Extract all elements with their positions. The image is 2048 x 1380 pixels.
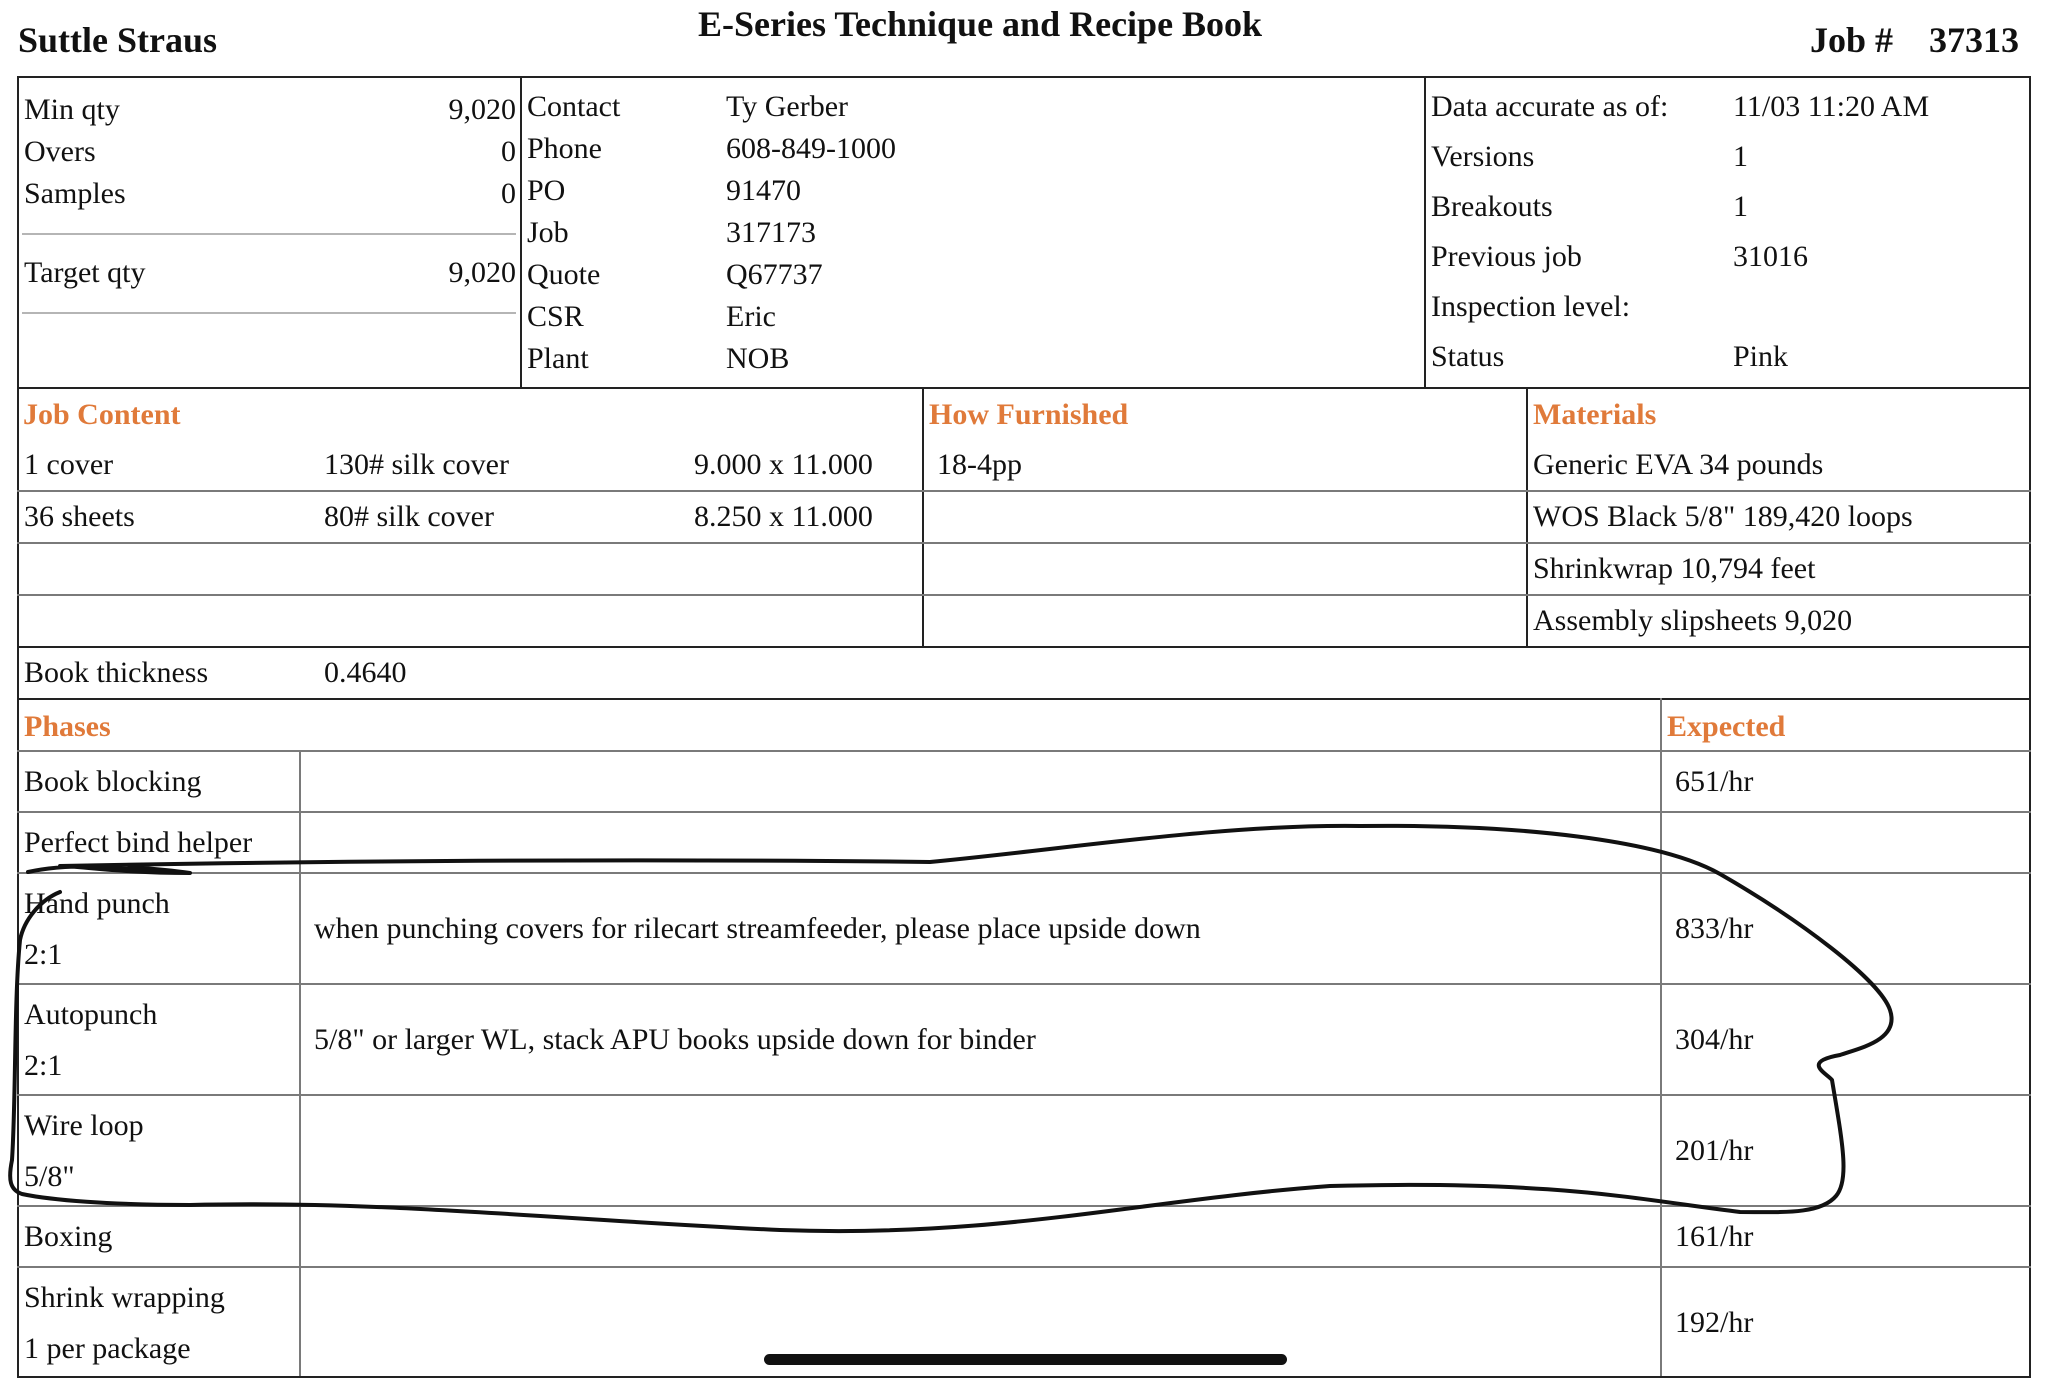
- target-qty-label: Target qty: [24, 256, 146, 289]
- overs-value: 0: [501, 135, 516, 168]
- job-content-size: 9.000 x 11.000: [694, 448, 873, 481]
- overs-label: Overs: [24, 135, 96, 168]
- target-qty-value: 9,020: [448, 256, 516, 289]
- phases-heading: Phases: [24, 710, 111, 743]
- materials-heading: Materials: [1533, 398, 1657, 431]
- page-title: E-Series Technique and Recipe Book: [698, 4, 1263, 44]
- job-content-qty: 36 sheets: [24, 500, 135, 533]
- quote-value: Q67737: [726, 258, 823, 291]
- po-value: 91470: [726, 174, 801, 207]
- quote-label: Quote: [527, 258, 601, 291]
- phase-sub: 2:1: [24, 938, 63, 971]
- status-label: Status: [1431, 340, 1505, 373]
- phone-label: Phone: [527, 132, 602, 165]
- phase-name: Autopunch: [24, 998, 158, 1031]
- previous-job-value: 31016: [1733, 240, 1808, 273]
- job-content-qty: 1 cover: [24, 448, 114, 481]
- job-content-heading: Job Content: [23, 398, 181, 431]
- phase-note: 5/8" or larger WL, stack APU books upside down for binder: [314, 1023, 1036, 1056]
- phase-name: Book blocking: [24, 765, 202, 798]
- data-accurate-value: 11/03 11:20 AM: [1733, 90, 1930, 123]
- csr-value: Eric: [726, 300, 776, 333]
- previous-job-label: Previous job: [1431, 240, 1582, 273]
- phase-name: Shrink wrapping: [24, 1281, 225, 1314]
- phone-value: 608-849-1000: [726, 132, 896, 165]
- plant-value: NOB: [726, 342, 790, 375]
- phase-rate: 304/hr: [1675, 1023, 1754, 1056]
- phase-name: Perfect bind helper: [24, 826, 253, 859]
- phase-name: Boxing: [24, 1220, 113, 1253]
- min-qty-value: 9,020: [448, 93, 516, 126]
- job-content-stock: 80# silk cover: [324, 500, 494, 533]
- contact-value: Ty Gerber: [726, 90, 849, 123]
- phase-sub: 5/8": [24, 1160, 75, 1193]
- job-number-label: Job #: [1810, 20, 1894, 60]
- how-furnished-heading: How Furnished: [929, 398, 1129, 431]
- contact-label: Contact: [527, 90, 621, 123]
- versions-label: Versions: [1431, 140, 1535, 173]
- material-item: Assembly slipsheets 9,020: [1533, 604, 1853, 637]
- inspection-level-label: Inspection level:: [1431, 290, 1631, 323]
- company-name: Suttle Straus: [18, 20, 218, 60]
- book-thickness-label: Book thickness: [24, 656, 209, 689]
- data-accurate-label: Data accurate as of:: [1431, 90, 1669, 123]
- job-content-size: 8.250 x 11.000: [694, 500, 873, 533]
- samples-label: Samples: [24, 177, 126, 210]
- samples-value: 0: [501, 177, 516, 210]
- phase-rate: 161/hr: [1675, 1220, 1754, 1253]
- material-item: Shrinkwrap 10,794 feet: [1533, 552, 1816, 585]
- material-item: WOS Black 5/8" 189,420 loops: [1533, 500, 1913, 533]
- min-qty-label: Min qty: [24, 93, 120, 126]
- phase-rate: 651/hr: [1675, 765, 1754, 798]
- phase-name: Hand punch: [24, 887, 170, 920]
- phase-sub: 1 per package: [24, 1332, 191, 1365]
- material-item: Generic EVA 34 pounds: [1533, 448, 1824, 481]
- po-label: PO: [527, 174, 566, 207]
- phase-rate: 201/hr: [1675, 1134, 1754, 1167]
- phase-sub: 2:1: [24, 1049, 63, 1082]
- breakouts-value: 1: [1733, 190, 1748, 223]
- job-label: Job: [527, 216, 569, 249]
- versions-value: 1: [1733, 140, 1748, 173]
- how-furnished-value: 18-4pp: [937, 448, 1022, 481]
- book-thickness-value: 0.4640: [324, 656, 407, 689]
- phase-name: Wire loop: [24, 1109, 144, 1142]
- expected-heading: Expected: [1667, 710, 1786, 743]
- job-number: 37313: [1929, 20, 2019, 60]
- csr-label: CSR: [527, 300, 584, 333]
- job-content-stock: 130# silk cover: [324, 448, 509, 481]
- phase-rate: 833/hr: [1675, 912, 1754, 945]
- breakouts-label: Breakouts: [1431, 190, 1553, 223]
- plant-label: Plant: [527, 342, 589, 375]
- phase-note: when punching covers for rilecart streamfeeder, please place upside down: [314, 912, 1201, 945]
- job-value: 317173: [726, 216, 816, 249]
- home-indicator[interactable]: [764, 1354, 1287, 1365]
- status-value: Pink: [1733, 340, 1789, 373]
- phase-rate: 192/hr: [1675, 1306, 1754, 1339]
